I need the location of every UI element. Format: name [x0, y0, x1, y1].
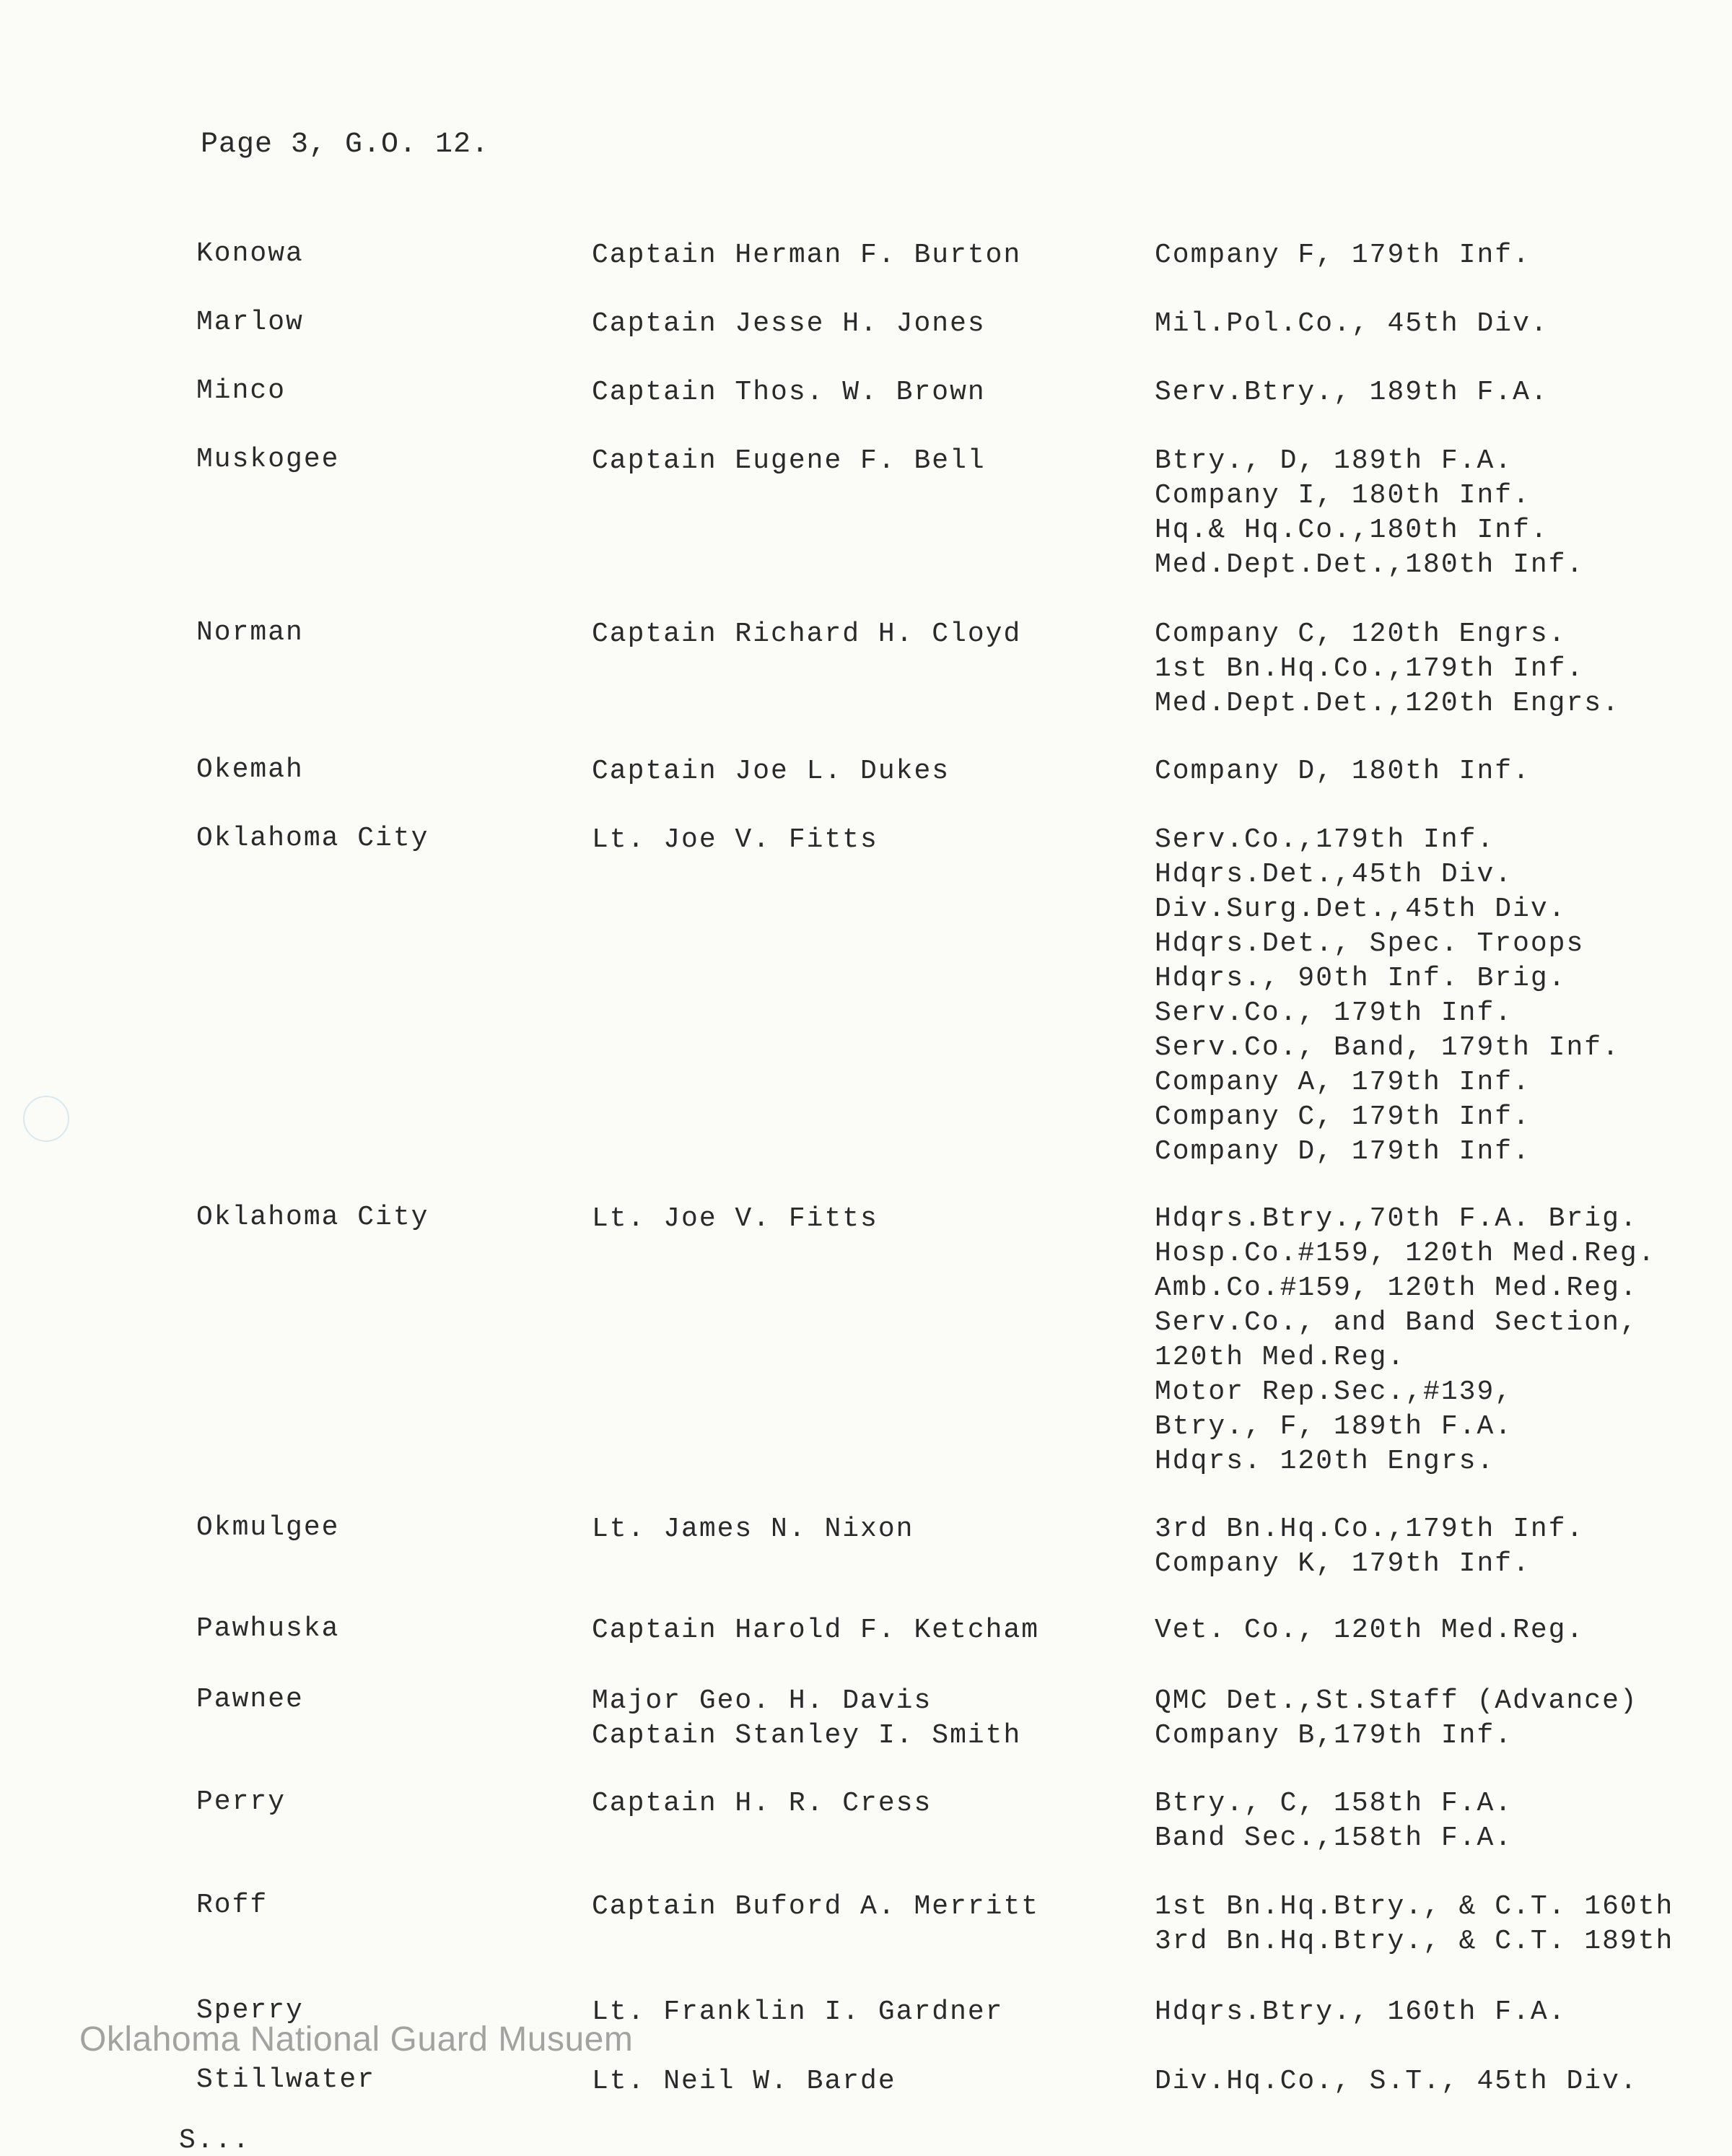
- officer-line: Captain Eugene F. Bell: [592, 445, 986, 476]
- cutoff-text: S...: [179, 2125, 251, 2156]
- unit-line: Serv.Co., and Band Section,: [1155, 1307, 1638, 1338]
- unit-line: Hq.& Hq.Co.,180th Inf.: [1155, 515, 1549, 546]
- officer-line: Captain Joe L. Dukes: [592, 756, 950, 787]
- entry-officers: [592, 238, 1021, 273]
- entry-units: [1155, 617, 1620, 721]
- entry-officers: [592, 1512, 914, 1547]
- unit-line: Hdqrs. 120th Engrs.: [1155, 1446, 1495, 1477]
- entry-officers: [592, 444, 986, 479]
- unit-line: Company K, 179th Inf.: [1155, 1548, 1531, 1579]
- unit-line: Serv.Co.,179th Inf.: [1155, 824, 1495, 855]
- entry-city: Marlow: [196, 307, 304, 338]
- unit-line: Hdqrs.Det., Spec. Troops: [1155, 928, 1585, 959]
- unit-line: Hdqrs.Det.,45th Div.: [1155, 859, 1513, 890]
- unit-line: Company B,179th Inf.: [1155, 1720, 1513, 1751]
- entry-city: Oklahoma City: [196, 823, 429, 854]
- entry-city: Pawhuska: [196, 1613, 340, 1644]
- entry-officers: [592, 617, 1021, 652]
- entry-units: [1155, 2064, 1638, 2099]
- unit-line: Med.Dept.Det.,120th Engrs.: [1155, 688, 1620, 719]
- officer-line: Lt. Franklin I. Gardner: [592, 1996, 1004, 2028]
- officer-line: Lt. Joe V. Fitts: [592, 1203, 878, 1234]
- officer-line: Captain Stanley I. Smith: [592, 1720, 1022, 1751]
- entry-officers: [592, 375, 986, 410]
- unit-line: Vet. Co., 120th Med.Reg.: [1155, 1615, 1585, 1646]
- unit-line: Med.Dept.Det.,180th Inf.: [1155, 549, 1585, 580]
- entry-units: [1155, 1995, 1567, 2030]
- unit-line: Company I, 180th Inf.: [1155, 480, 1531, 511]
- entry-officers: [592, 307, 986, 341]
- entry-city: Perry: [196, 1786, 287, 1817]
- unit-line: Mil.Pol.Co., 45th Div.: [1155, 308, 1549, 339]
- officer-line: Captain H. R. Cress: [592, 1788, 932, 1819]
- unit-line: Company C, 120th Engrs.: [1155, 619, 1567, 650]
- officer-line: Lt. Joe V. Fitts: [592, 824, 878, 855]
- unit-line: Btry., D, 189th F.A.: [1155, 445, 1513, 476]
- entry-units: [1155, 238, 1531, 273]
- unit-line: Div.Hq.Co., S.T., 45th Div.: [1155, 2066, 1638, 2097]
- officer-line: Major Geo. H. Davis: [592, 1685, 932, 1716]
- unit-line: Amb.Co.#159, 120th Med.Reg.: [1155, 1273, 1638, 1304]
- entry-units: [1155, 823, 1620, 1169]
- unit-line: Company D, 179th Inf.: [1155, 1136, 1531, 1167]
- entry-officers: [592, 1684, 1021, 1753]
- entry-units: [1155, 1202, 1656, 1479]
- entry-officers: [592, 2064, 896, 2099]
- unit-line: 3rd Bn.Hq.Co.,179th Inf.: [1155, 1514, 1585, 1545]
- entry-officers: [592, 823, 878, 857]
- unit-line: Serv.Btry., 189th F.A.: [1155, 377, 1549, 408]
- unit-line: Company C, 179th Inf.: [1155, 1101, 1531, 1132]
- unit-line: Company F, 179th Inf.: [1155, 240, 1531, 271]
- entry-city: Okmulgee: [196, 1512, 340, 1543]
- unit-line: Hdqrs.Btry.,70th F.A. Brig.: [1155, 1203, 1638, 1234]
- entry-officers: [592, 1786, 932, 1821]
- entry-units: [1155, 1786, 1513, 1856]
- unit-line: Hosp.Co.#159, 120th Med.Reg.: [1155, 1238, 1656, 1269]
- unit-line: Btry., F, 189th F.A.: [1155, 1411, 1513, 1442]
- unit-line: Hdqrs., 90th Inf. Brig.: [1155, 963, 1567, 994]
- officer-line: Captain Buford A. Merritt: [592, 1891, 1040, 1922]
- entry-city: Sperry: [196, 1995, 304, 2026]
- entry-units: [1155, 1684, 1638, 1753]
- unit-line: 3rd Bn.Hq.Btry., & C.T. 189th: [1155, 1926, 1674, 1957]
- unit-line: QMC Det.,St.Staff (Advance): [1155, 1685, 1638, 1716]
- unit-line: Company D, 180th Inf.: [1155, 756, 1531, 787]
- unit-line: Btry., C, 158th F.A.: [1155, 1788, 1513, 1819]
- entry-officers: [592, 1890, 1039, 1924]
- officer-line: Captain Harold F. Ketcham: [592, 1615, 1040, 1646]
- officer-line: Captain Richard H. Cloyd: [592, 619, 1022, 650]
- entry-city: Muskogee: [196, 444, 340, 475]
- unit-line: Serv.Co., Band, 179th Inf.: [1155, 1032, 1620, 1063]
- entry-units: [1155, 754, 1531, 789]
- officer-line: Lt. James N. Nixon: [592, 1514, 914, 1545]
- entry-units: [1155, 1613, 1584, 1648]
- watermark: Oklahoma National Guard Musuem: [79, 2020, 634, 2059]
- punch-hole-mark: [23, 1096, 69, 1142]
- entry-city: Roff: [196, 1890, 268, 1921]
- entry-units: [1155, 1512, 1584, 1581]
- unit-line: Motor Rep.Sec.,#139,: [1155, 1376, 1513, 1407]
- entry-city: Konowa: [196, 238, 304, 269]
- unit-line: 1st Bn.Hq.Co.,179th Inf.: [1155, 653, 1585, 684]
- page-header: Page 3, G.O. 12.: [201, 128, 490, 161]
- entry-city: Norman: [196, 617, 304, 648]
- entry-units: [1155, 1890, 1674, 1959]
- officer-line: Captain Jesse H. Jones: [592, 308, 986, 339]
- entry-city: Stillwater: [196, 2064, 376, 2095]
- entry-units: [1155, 307, 1549, 341]
- entry-officers: [592, 1202, 878, 1236]
- unit-line: Band Sec.,158th F.A.: [1155, 1823, 1513, 1854]
- officer-line: Captain Thos. W. Brown: [592, 377, 986, 408]
- unit-line: Company A, 179th Inf.: [1155, 1067, 1531, 1098]
- unit-line: 120th Med.Reg.: [1155, 1342, 1406, 1373]
- unit-line: Div.Surg.Det.,45th Div.: [1155, 894, 1567, 925]
- entry-city: Minco: [196, 375, 287, 406]
- entry-officers: [592, 1613, 1039, 1648]
- entry-officers: [592, 1995, 1004, 2030]
- entry-city: Oklahoma City: [196, 1202, 429, 1233]
- entry-units: [1155, 444, 1584, 582]
- entry-city: Okemah: [196, 754, 304, 785]
- unit-line: Hdqrs.Btry., 160th F.A.: [1155, 1996, 1567, 2028]
- entry-units: [1155, 375, 1549, 410]
- entry-officers: [592, 754, 950, 789]
- entry-city: Pawnee: [196, 1684, 304, 1715]
- officer-line: Captain Herman F. Burton: [592, 240, 1022, 271]
- unit-line: 1st Bn.Hq.Btry., & C.T. 160th: [1155, 1891, 1674, 1922]
- officer-line: Lt. Neil W. Barde: [592, 2066, 896, 2097]
- unit-line: Serv.Co., 179th Inf.: [1155, 998, 1513, 1029]
